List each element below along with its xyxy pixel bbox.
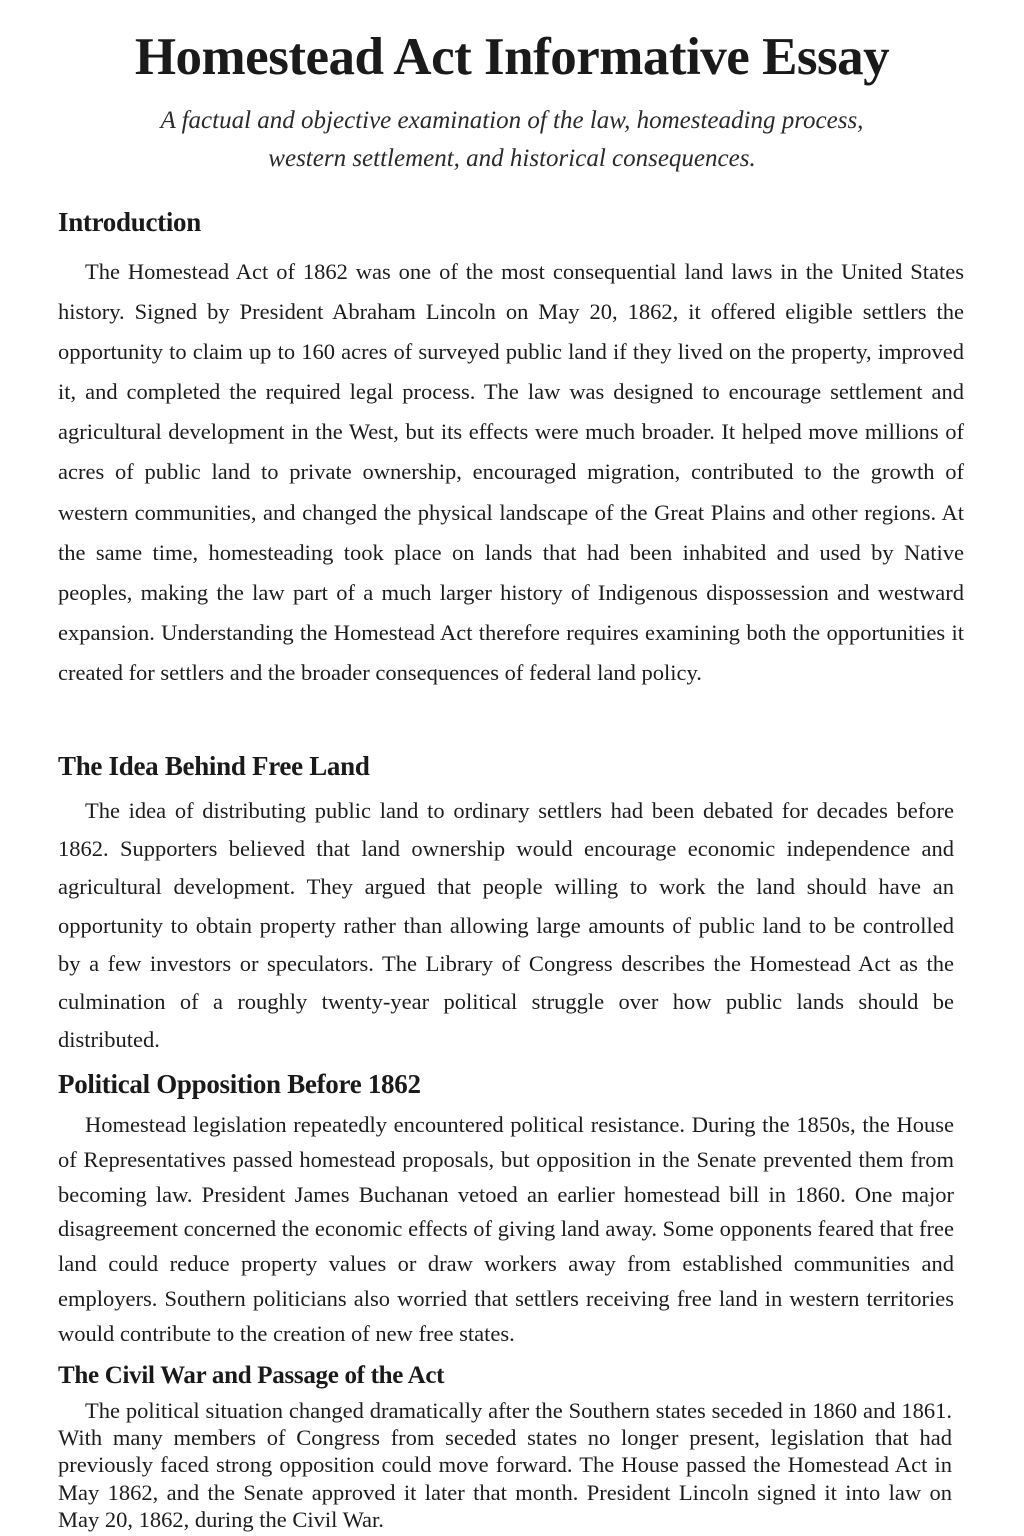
section-heading-idea-behind-free-land: The Idea Behind Free Land	[58, 751, 370, 781]
section-body-civil-war-passage: The political situation changed dramatically after the Southern states seceded in 1860 and 1861. With many members of Congress from seceded states no longer present, legislation that had previously faced strong opposition could move forward. The House passed the Homestead Act in May 1862, and the Senate approved it later that month. President Lincoln signed it into law on May 20, 1862, during the Civil War.	[58, 1398, 952, 1532]
document-title: Homestead Act Informative Essay	[134, 28, 890, 86]
section-heading-introduction: Introduction	[58, 207, 201, 237]
section-heading-civil-war-passage: The Civil War and Passage of the Act	[58, 1362, 445, 1389]
section-body-introduction: The Homestead Act of 1862 was one of the most consequential land laws in the United States history. Signed by President Abraham Lincoln on May 20, 1862, it offered eligible settlers the opportunity to claim up to 160 acres of surveyed public land if they lived on the property, improved it, and completed the required legal process. The law was designed to encourage settlement and agricultural development in the West, but its effects were much broader. It helped move millions of acres of public land to private ownership, encouraged migration, contributed to the growth of western communities, and changed the physical landscape of the Great Plains and other regions. At the same time, homesteading took place on lands that had been inhabited and used by Native peoples, making the law part of a much larger history of Indigenous dispossession and westward expansion. Understanding the Homestead Act therefore requires examining both the opportunities it created for settlers and the broader consequences of federal land policy.	[58, 259, 964, 685]
section-body-idea-behind-free-land: The idea of distributing public land to ordinary settlers had been debated for decades before 1862. Supporters believed that land ownership would encourage economic independence and agricultural development. They argued that people willing to work the land should have an opportunity to obtain property rather than allowing large amounts of public land to be controlled by a few investors or speculators. The Library of Congress describes the Homestead Act as the culmination of a roughly twenty-year political struggle over how public lands should be distributed.	[58, 798, 954, 1053]
section-heading-political-opposition: Political Opposition Before 1862	[58, 1069, 421, 1099]
section-body-political-opposition: Homestead legislation repeatedly encountered political resistance. During the 1850s, the House of Representatives passed homestead proposals, but opposition in the Senate prevented them from becoming law. President James Buchanan vetoed an earlier homestead bill in 1860. One major disagreement concerned the economic effects of giving land away. Some opponents feared that free land could reduce property values or draw workers away from established communities and employers. Southern politicians also worried that settlers receiving free land in western territories would contribute to the creation of new free states.	[58, 1112, 954, 1346]
document-subtitle: A factual and objective examination of the law, homesteading process, western settlement, and historical consequences.	[160, 107, 864, 172]
